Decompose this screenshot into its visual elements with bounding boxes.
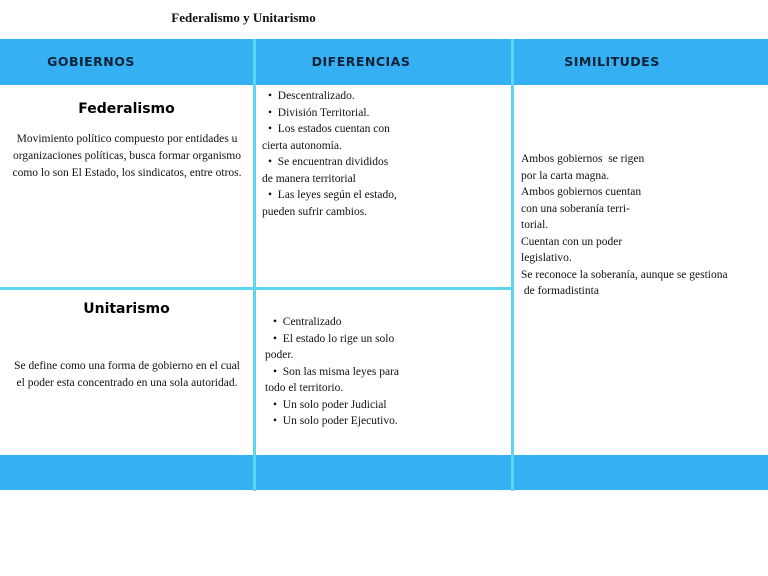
text-line: Se reconoce la soberanía, aunque se gestiona bbox=[521, 268, 728, 281]
list-item: • Los estados cuentan con bbox=[268, 123, 390, 135]
list-item: • El estado lo rige un solo bbox=[273, 332, 395, 345]
list-item: • Centralizado bbox=[273, 316, 342, 328]
similitudes-text bbox=[521, 151, 728, 300]
text-line: Ambos gobiernos cuentan bbox=[521, 186, 642, 198]
header-similitudes: SIMILITUDES bbox=[564, 54, 660, 69]
text-line: como lo son El Estado, los sindicatos, entre otros. bbox=[12, 167, 242, 179]
text-line: Se define como una forma de gobierno en el cual bbox=[14, 360, 240, 372]
list-item: • Las leyes según el estado, bbox=[268, 189, 397, 201]
list-item: de manera territorial bbox=[262, 172, 356, 185]
document-title: Federalismo y Unitarismo bbox=[171, 10, 316, 25]
header-gobiernos: GOBIERNOS bbox=[47, 54, 135, 69]
list-item: pueden sufrir cambios. bbox=[262, 205, 368, 218]
text-line: el poder esta concentrado en una sola autoridad. bbox=[16, 377, 238, 389]
unitarismo-differences-list bbox=[265, 314, 399, 430]
text-line: por la carta magna. bbox=[521, 169, 610, 182]
list-item: • División Territorial. bbox=[268, 106, 370, 119]
list-item: • Un solo poder Judicial bbox=[273, 398, 387, 411]
unitarismo-description bbox=[2, 358, 252, 392]
list-item: • Un solo poder Ejecutivo. bbox=[273, 415, 398, 427]
list-item: • Descentralizado. bbox=[268, 90, 355, 102]
text-line: legislativo. bbox=[521, 252, 572, 264]
text-line: torial. bbox=[521, 219, 549, 231]
row-divider bbox=[0, 287, 513, 290]
list-item: cierta autonomía. bbox=[262, 139, 342, 152]
federalismo-differences-list bbox=[262, 88, 397, 220]
text-line: organizaciones políticas, busca formar organismo bbox=[13, 150, 241, 162]
text-line: Cuentan con un poder bbox=[521, 235, 623, 248]
text-line: Movimiento político compuesto por entidades u bbox=[16, 133, 238, 145]
list-item: • Se encuentran divididos bbox=[268, 156, 389, 168]
text-line: de formadistinta bbox=[521, 285, 599, 297]
federalismo-description bbox=[2, 131, 252, 182]
header-diferencias: DIFERENCIAS bbox=[311, 54, 411, 69]
list-item: poder. bbox=[265, 349, 294, 361]
federalismo-heading: Federalismo bbox=[78, 101, 175, 117]
text-line: Ambos gobiernos se rigen bbox=[521, 153, 645, 165]
text-line: con una soberanía terri- bbox=[521, 202, 630, 215]
column-divider bbox=[253, 39, 256, 491]
list-item: • Son las misma leyes para bbox=[273, 365, 400, 378]
unitarismo-heading: Unitarismo bbox=[83, 301, 170, 317]
column-divider bbox=[511, 39, 514, 491]
list-item: todo el territorio. bbox=[265, 382, 344, 394]
footer-band bbox=[0, 455, 768, 490]
